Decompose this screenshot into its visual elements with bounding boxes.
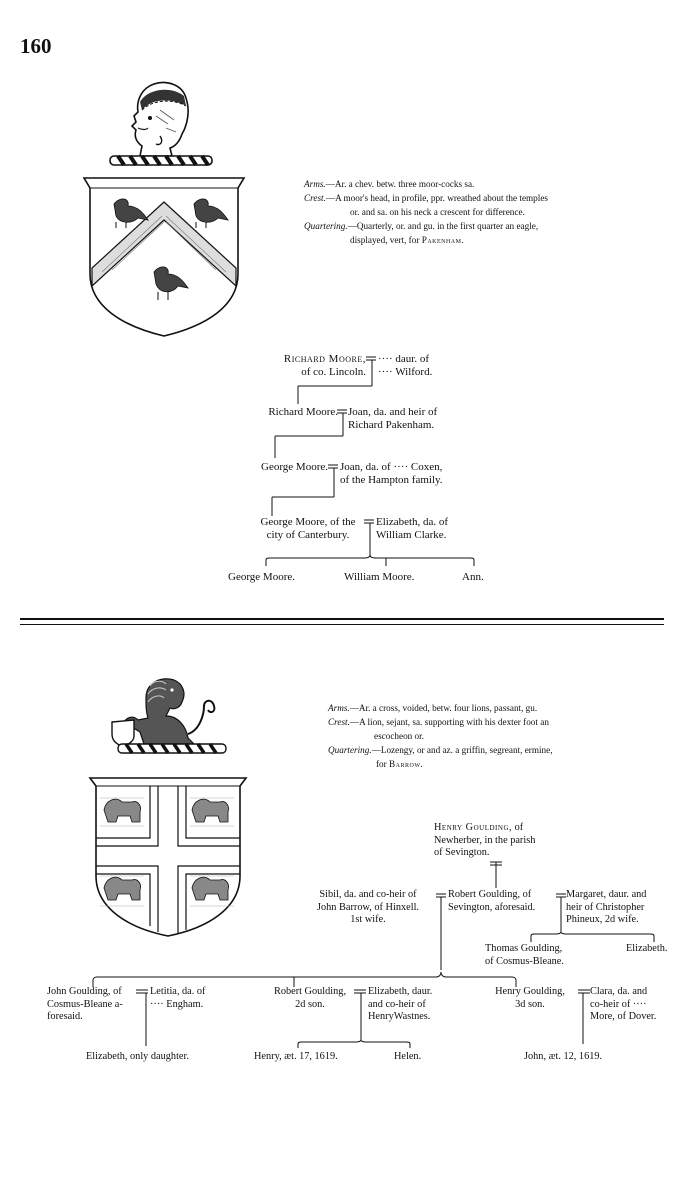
john-goulding [47, 986, 123, 1024]
robert-line1: Robert Goulding, of [448, 889, 532, 900]
child-ann: Ann. [462, 571, 484, 583]
g2-wife-line2: Richard Pakenham. [348, 419, 435, 431]
g1-place: of co. Lincoln. [301, 366, 366, 378]
g4-name-line1: George Moore, of the [260, 516, 356, 528]
margaret-phineux [566, 889, 646, 927]
quartering-text-cont: for [376, 759, 390, 769]
arms-text: —Ar. a chev. betw. three moor-cocks sa. [325, 179, 475, 189]
elizabeth-only-daughter: Elizabeth, only daughter. [86, 1051, 189, 1062]
letitia-line1: Letitia, da. of [150, 986, 206, 997]
head-line3: of Sevington. [434, 847, 490, 858]
quartering-name: Barrow. [389, 759, 424, 769]
elizabeth-daughter: Elizabeth. [626, 943, 668, 954]
wife2-line3: Phineux, 2d wife. [566, 914, 639, 925]
thomas-goulding [485, 943, 564, 968]
robert-goulding [448, 889, 535, 914]
arms-text: —Ar. a cross, voided, betw. four lions, passant, gu. [349, 703, 538, 713]
head-name: Henry Goulding, [434, 822, 513, 833]
wife1-line1: Sibil, da. and co-heir of [319, 889, 417, 900]
clara-line1: Clara, da. and [590, 986, 648, 997]
wife1-line3: 1st wife. [350, 914, 386, 925]
robert-goulding-2d [266, 986, 354, 1011]
eliz-w-line3: HenryWastnes. [368, 1011, 431, 1022]
head-of: of [512, 822, 524, 833]
john-aet: John, æt. 12, 1619. [524, 1051, 603, 1062]
eliz-w-line2: and co-heir of [368, 998, 426, 1010]
quartering-text: —Quarterly, or. and gu. in the first quarter an eagle, [347, 221, 539, 231]
g1-name: Richard Moore, [283, 353, 366, 365]
crest-label: Crest. [328, 717, 350, 727]
letitia-engham [150, 986, 205, 1011]
robert2-line1: Robert Goulding, [273, 986, 347, 997]
henry-goulding-head [434, 822, 535, 860]
arms-label: Arms. [328, 703, 350, 713]
clara-line3: More, of Dover. [590, 1011, 657, 1022]
helen: Helen. [394, 1051, 422, 1062]
robert-line2: Sevington, aforesaid. [448, 901, 536, 913]
g3-wife-line1: Joan, da. of ···· Coxen, [340, 461, 443, 473]
g3-wife-line2: of the Hampton family. [340, 474, 443, 486]
thomas-line2: of Cosmus-Bleane. [485, 955, 564, 967]
child-william: William Moore. [344, 571, 415, 583]
quartering-text-cont: displayed, vert, for [350, 235, 422, 245]
g1-wife-line2: ···· Wilford. [378, 366, 433, 378]
arms-label: Arms. [304, 179, 326, 189]
henry-line1: Henry Goulding, [495, 986, 565, 997]
crest-text: —A moor's head, in profile, ppr. wreathed about the temples [325, 193, 548, 203]
wife2-line2: heir of Christopher [566, 901, 645, 913]
g4-name-line2: city of Canterbury. [266, 529, 350, 541]
henry-goulding-3d [484, 986, 576, 1011]
wife1-line2: John Barrow, of Hinxell. [317, 901, 419, 913]
g3-name: George Moore. [261, 461, 328, 473]
quartering-text: —Lozengy, or and az. a griffin, segreant, ermine, [371, 745, 553, 755]
page-number: 160 [20, 34, 52, 58]
crest-label: Crest. [304, 193, 326, 203]
g4-wife-line1: Elizabeth, da. of [376, 516, 449, 528]
child-george: George Moore. [228, 571, 295, 583]
crest-text: —A lion, sejant, sa. supporting with his dexter foot an [349, 717, 549, 727]
john-line1: John Goulding, of [47, 986, 122, 997]
g2-name: Richard Moore. [268, 406, 338, 418]
head-line2: Newherber, in the parish [434, 834, 536, 846]
henry-aet: Henry, æt. 17, 1619. [254, 1051, 338, 1062]
eliz-w-line1: Elizabeth, daur. [368, 986, 433, 997]
clara-more [590, 986, 656, 1024]
clara-line2: co-heir of ···· [590, 998, 647, 1010]
g4-wife-line2: William Clarke. [376, 529, 447, 541]
robert2-line2: 2d son. [295, 998, 325, 1010]
thomas-line1: Thomas Goulding, [485, 943, 563, 954]
letitia-line2: ···· Engham. [150, 998, 204, 1010]
g2-wife-line1: Joan, da. and heir of [348, 406, 438, 418]
crest-text-cont: escocheon or. [374, 731, 425, 741]
sibil-barrow [300, 889, 436, 927]
elizabeth-wastnes [368, 986, 432, 1024]
john-line3: foresaid. [47, 1011, 83, 1022]
quartering-label: Quartering. [304, 221, 348, 231]
g1-wife-line1: ···· daur. of [378, 353, 430, 365]
quartering-label: Quartering. [328, 745, 372, 755]
crest-text-cont: or. and sa. on his neck a crescent for difference. [350, 207, 525, 217]
wife2-line1: Margaret, daur. and [566, 889, 647, 900]
henry-line2: 3d son. [515, 998, 545, 1010]
quartering-name: Pakenham. [421, 235, 465, 245]
john-line2: Cosmus-Bleane a- [47, 998, 123, 1010]
